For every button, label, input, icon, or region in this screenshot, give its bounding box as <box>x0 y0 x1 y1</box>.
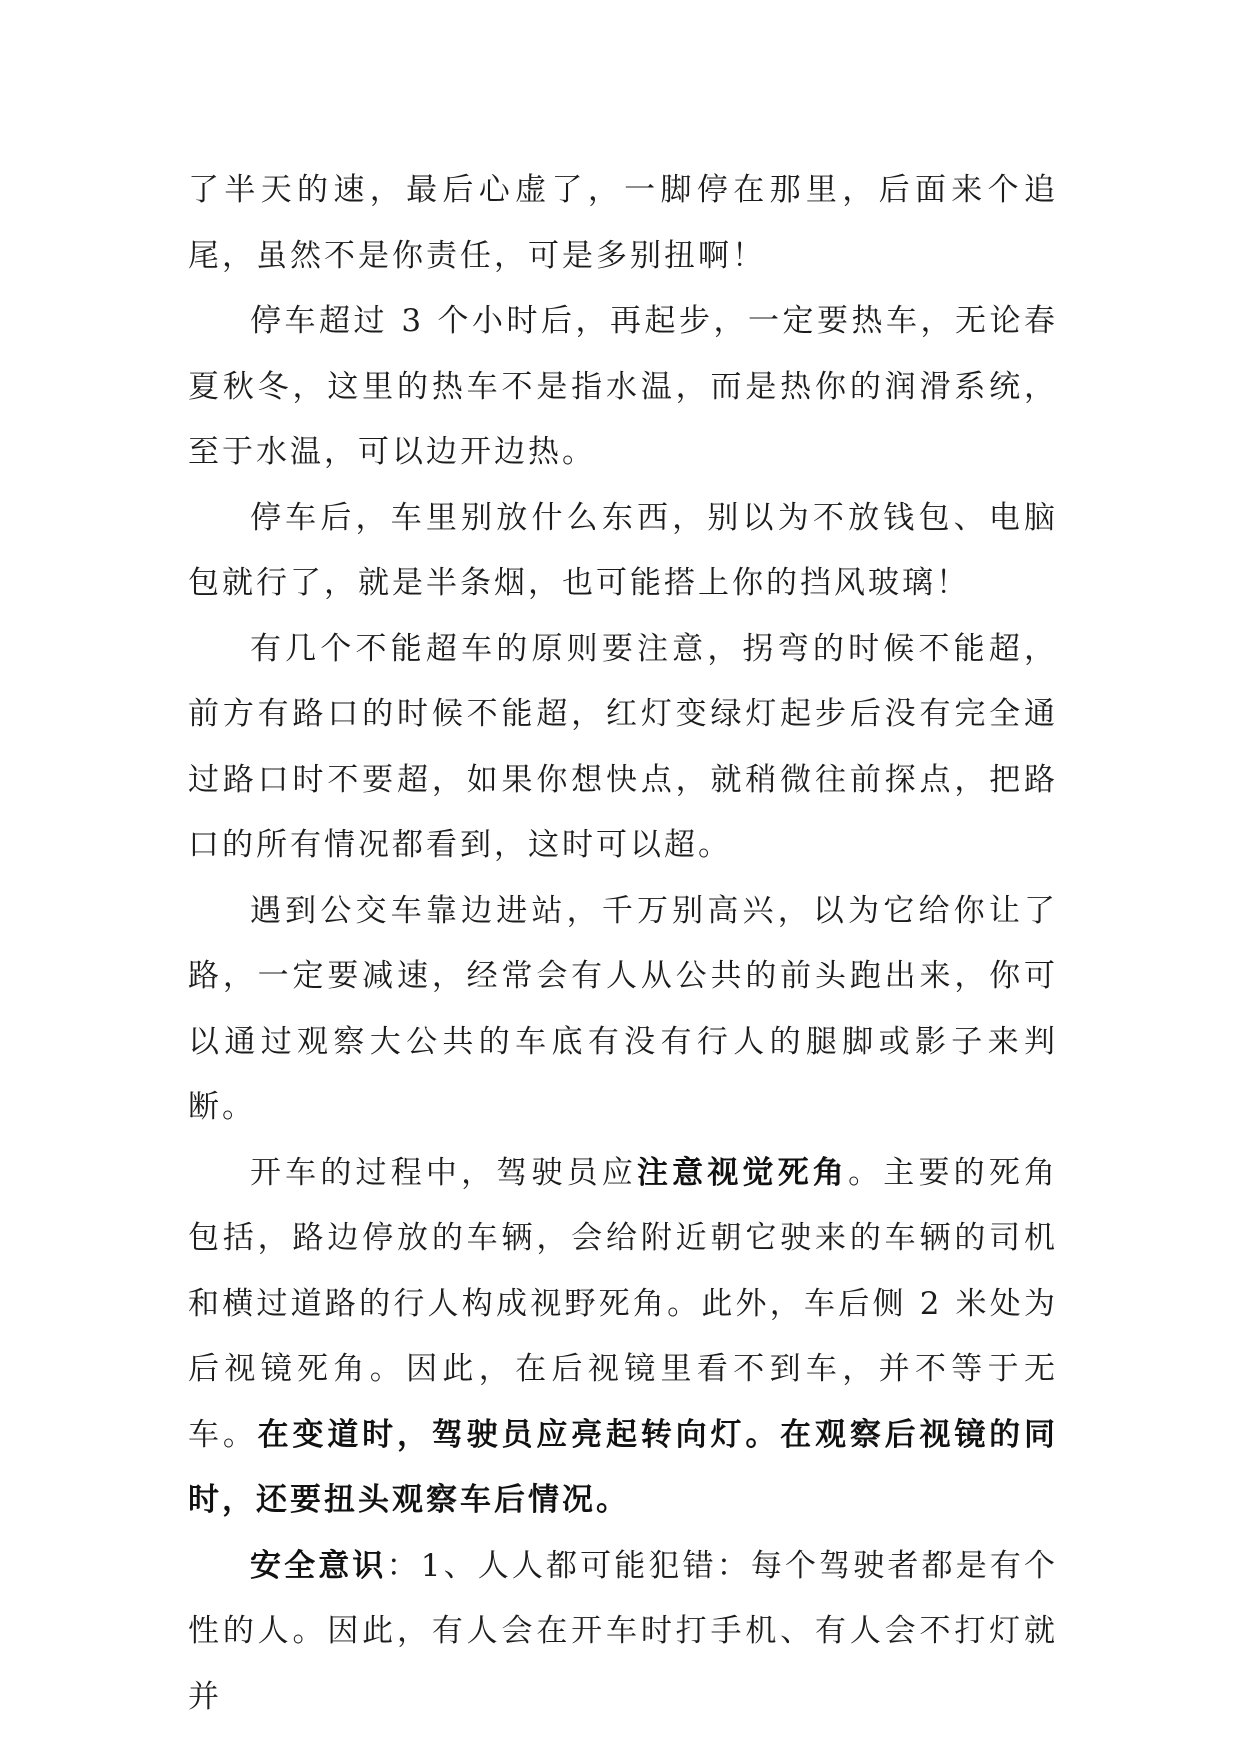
paragraph-bus-stop: 遇到公交车靠边进站，千万别高兴，以为它给你让了路，一定要减速，经常会有人从公共的前头跑出来，你可以通过观察大公共的车底有没有行人的腿脚或影子来判断。 <box>188 892 1058 1125</box>
paragraph-overtaking-rules: 有几个不能超车的原则要注意，拐弯的时候不能超，前方有路口的时候不能超，红灯变绿灯起步后没有完全通过路口时不要超，如果你想快点，就稍微往前探点，把路口的所有情况都看到，这时可以超。 <box>188 630 1058 863</box>
blind-spot-intro: 开车的过程中，驾驶员应 <box>250 1154 637 1191</box>
blind-spot-detail: 。主要的死角包括，路边停放的车辆，会给附近朝它驶来的车辆的司机和横过道路的行人构成视野死角。此外，车后侧 2 米处为后视镜死角。因此，在后视镜里看不到车，并不等于无车。 <box>188 1154 1059 1453</box>
paragraph-continuation: 了半天的速，最后心虚了，一脚停在那里，后面来个追尾，虽然不是你责任，可是多别扭啊！ <box>188 172 1058 274</box>
paragraph-parking-valuables: 停车后，车里别放什么东西，别以为不放钱包、电脑包就行了，就是半条烟，也可能搭上你的挡风玻璃！ <box>188 499 1058 601</box>
document-body <box>188 158 1058 1730</box>
blind-spot-emphasis: 注意视觉死角 <box>637 1154 849 1191</box>
paragraph-safety-awareness <box>188 1534 1058 1731</box>
lane-change-emphasis: 在变道时，驾驶员应亮起转向灯。在观察后视镜的同时，还要扭头观察车后情况。 <box>188 1416 1059 1518</box>
safety-awareness-text: ：1、人人都可能犯错：每个驾驶者都是有个性的人。因此，有人会在开车时打手机、有人会不打灯就并 <box>188 1547 1058 1715</box>
paragraph-warm-up: 停车超过 3 个小时后，再起步，一定要热车，无论春夏秋冬，这里的热车不是指水温，而是热你的润滑系统，至于水温，可以边开边热。 <box>188 303 1058 470</box>
paragraph-blind-spots <box>188 1141 1058 1534</box>
safety-awareness-heading: 安全意识 <box>250 1547 387 1584</box>
